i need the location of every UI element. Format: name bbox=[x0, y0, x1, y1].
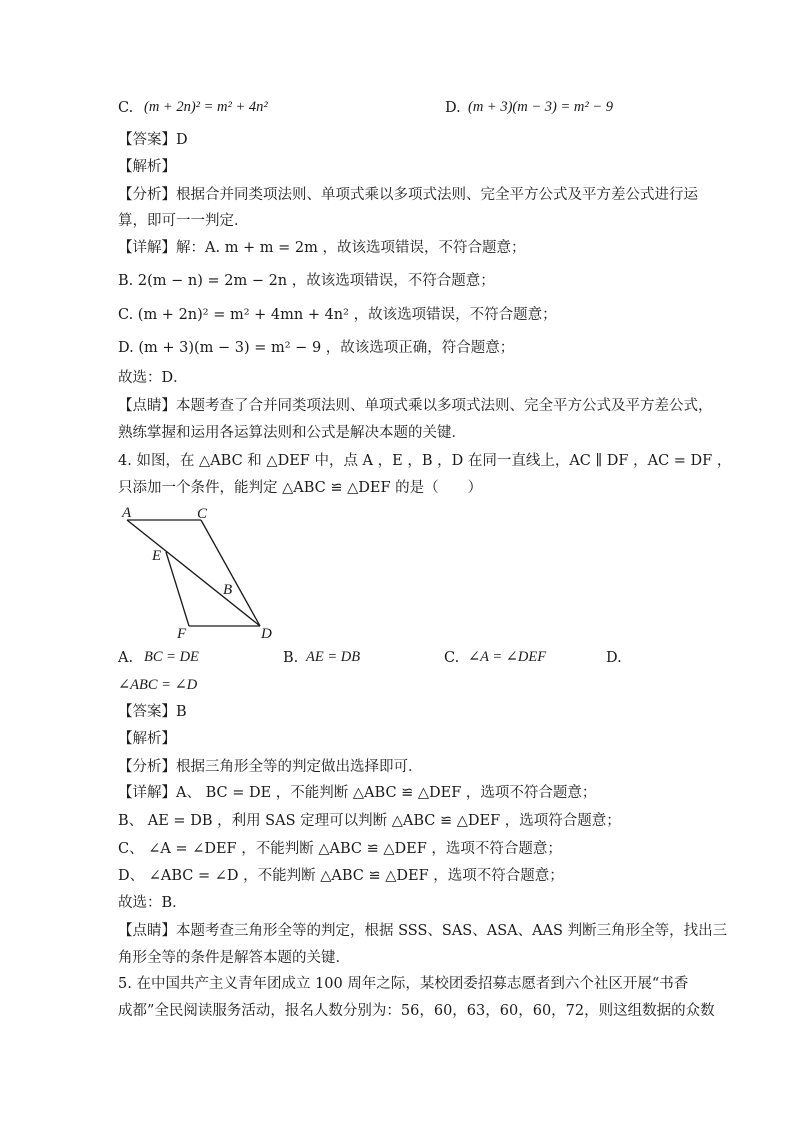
q3-detail-b: B. 2(m − n) = 2m − 2n ，故该选项错误，不符合题意； bbox=[118, 273, 495, 289]
q4-comment-line-2: 角形全等的条件是解答本题的关键． bbox=[118, 950, 350, 966]
q4-option-a-letter: A. bbox=[118, 650, 134, 666]
q4-option-a-expr: BC = DE bbox=[144, 649, 199, 665]
q5-stem-line-2: 成都”全民阅读服务活动，报名人数分别为：56，60，63，60，60，72，则这组数据的众数 bbox=[118, 1003, 715, 1019]
q4-option-c-letter: C. bbox=[444, 650, 460, 666]
q3-option-c-letter: C. bbox=[118, 100, 134, 116]
q4-analysis-heading: 【解析】 bbox=[118, 731, 176, 747]
q3-analysis-line-1: 【分析】根据合并同类项法则、单项式乘以多项式法则、完全平方公式及平方差公式进行运 bbox=[118, 187, 698, 203]
q3-comment-line-1: 【点睛】本题考查了合并同类项法则、单项式乘以多项式法则、完全平方公式及平方差公式， bbox=[118, 398, 713, 414]
q3-analysis-line-2: 算，即可一一判定． bbox=[118, 213, 249, 229]
q3-choose: 故选：D． bbox=[118, 370, 188, 386]
q4-detail-b: B、 AE = DB ，利用 SAS 定理可以判断 △ABC ≌ △DEF ，选项符合题意； bbox=[118, 813, 621, 829]
point-label-c: C bbox=[197, 506, 208, 522]
segment-ad bbox=[127, 520, 260, 626]
point-label-d: D bbox=[261, 626, 272, 642]
q4-stem-line-2: 只添加一个条件，能判定 △ABC ≌ △DEF 的是（ ） bbox=[118, 480, 483, 496]
q3-detail-a: 【详解】解：A. m + m = 2m ，故该选项错误，不符合题意； bbox=[118, 240, 526, 256]
point-label-a: A bbox=[122, 505, 132, 521]
q4-option-c-expr: ∠A = ∠DEF bbox=[468, 649, 547, 665]
q4-comment-line-1: 【点睛】本题考查三角形全等的判定，根据 SSS、SAS、ASA、AAS 判断三角形全等，找出三 bbox=[118, 923, 728, 939]
q4-figure bbox=[110, 500, 290, 645]
segment-ef bbox=[166, 552, 189, 626]
q4-option-b-expr: AE = DB bbox=[306, 649, 361, 665]
point-label-b: B bbox=[223, 582, 233, 598]
q3-option-d-letter: D. bbox=[445, 100, 461, 116]
q3-answer: 【答案】D bbox=[118, 132, 188, 148]
point-label-f: F bbox=[177, 626, 187, 642]
segment-cd bbox=[201, 520, 260, 626]
q4-detail-c: C、 ∠A = ∠DEF ，不能判断 △ABC ≌ △DEF ，选项不符合题意； bbox=[118, 841, 562, 857]
q3-detail-c: C. (m + 2n)² = m² + 4mn + 4n² ，故该选项错误，不符合题意； bbox=[118, 307, 557, 323]
q4-stem-line-1: 4. 如图，在 △ABC 和 △DEF 中，点 A ，E ，B ，D 在同一直线上，AC ∥ DF ，AC = DF ， bbox=[118, 453, 732, 469]
q3-analysis-heading: 【解析】 bbox=[118, 159, 176, 175]
q4-analysis-line: 【分析】根据三角形全等的判定做出选择即可． bbox=[118, 759, 423, 775]
q4-option-d-expr: ∠ABC = ∠D bbox=[118, 677, 198, 693]
q4-detail-d: D、 ∠ABC = ∠D ，不能判断 △ABC ≌ △DEF ，选项不符合题意； bbox=[118, 868, 564, 884]
q3-comment-line-2: 熟练掌握和运用各运算法则和公式是解决本题的关键． bbox=[118, 425, 466, 441]
point-label-e: E bbox=[152, 548, 162, 564]
q4-option-d-letter: D. bbox=[606, 650, 622, 666]
q5-stem-line-1: 5. 在中国共产主义青年团成立 100 周年之际，某校团委招募志愿者到六个社区开展“书香 bbox=[118, 976, 689, 992]
q4-choose: 故选：B． bbox=[118, 895, 187, 911]
q4-option-b-letter: B. bbox=[283, 650, 299, 666]
q4-detail-a: 【详解】A、 BC = DE ，不能判断 △ABC ≌ △DEF ，选项不符合题意； bbox=[118, 785, 597, 801]
q3-option-c-expr: (m + 2n)² = m² + 4n² bbox=[144, 99, 268, 115]
q3-option-d-expr: (m + 3)(m − 3) = m² − 9 bbox=[468, 99, 613, 115]
q4-answer: 【答案】B bbox=[118, 704, 187, 720]
q3-detail-d: D. (m + 3)(m − 3) = m² − 9 ，故该选项正确，符合题意； bbox=[118, 340, 515, 356]
